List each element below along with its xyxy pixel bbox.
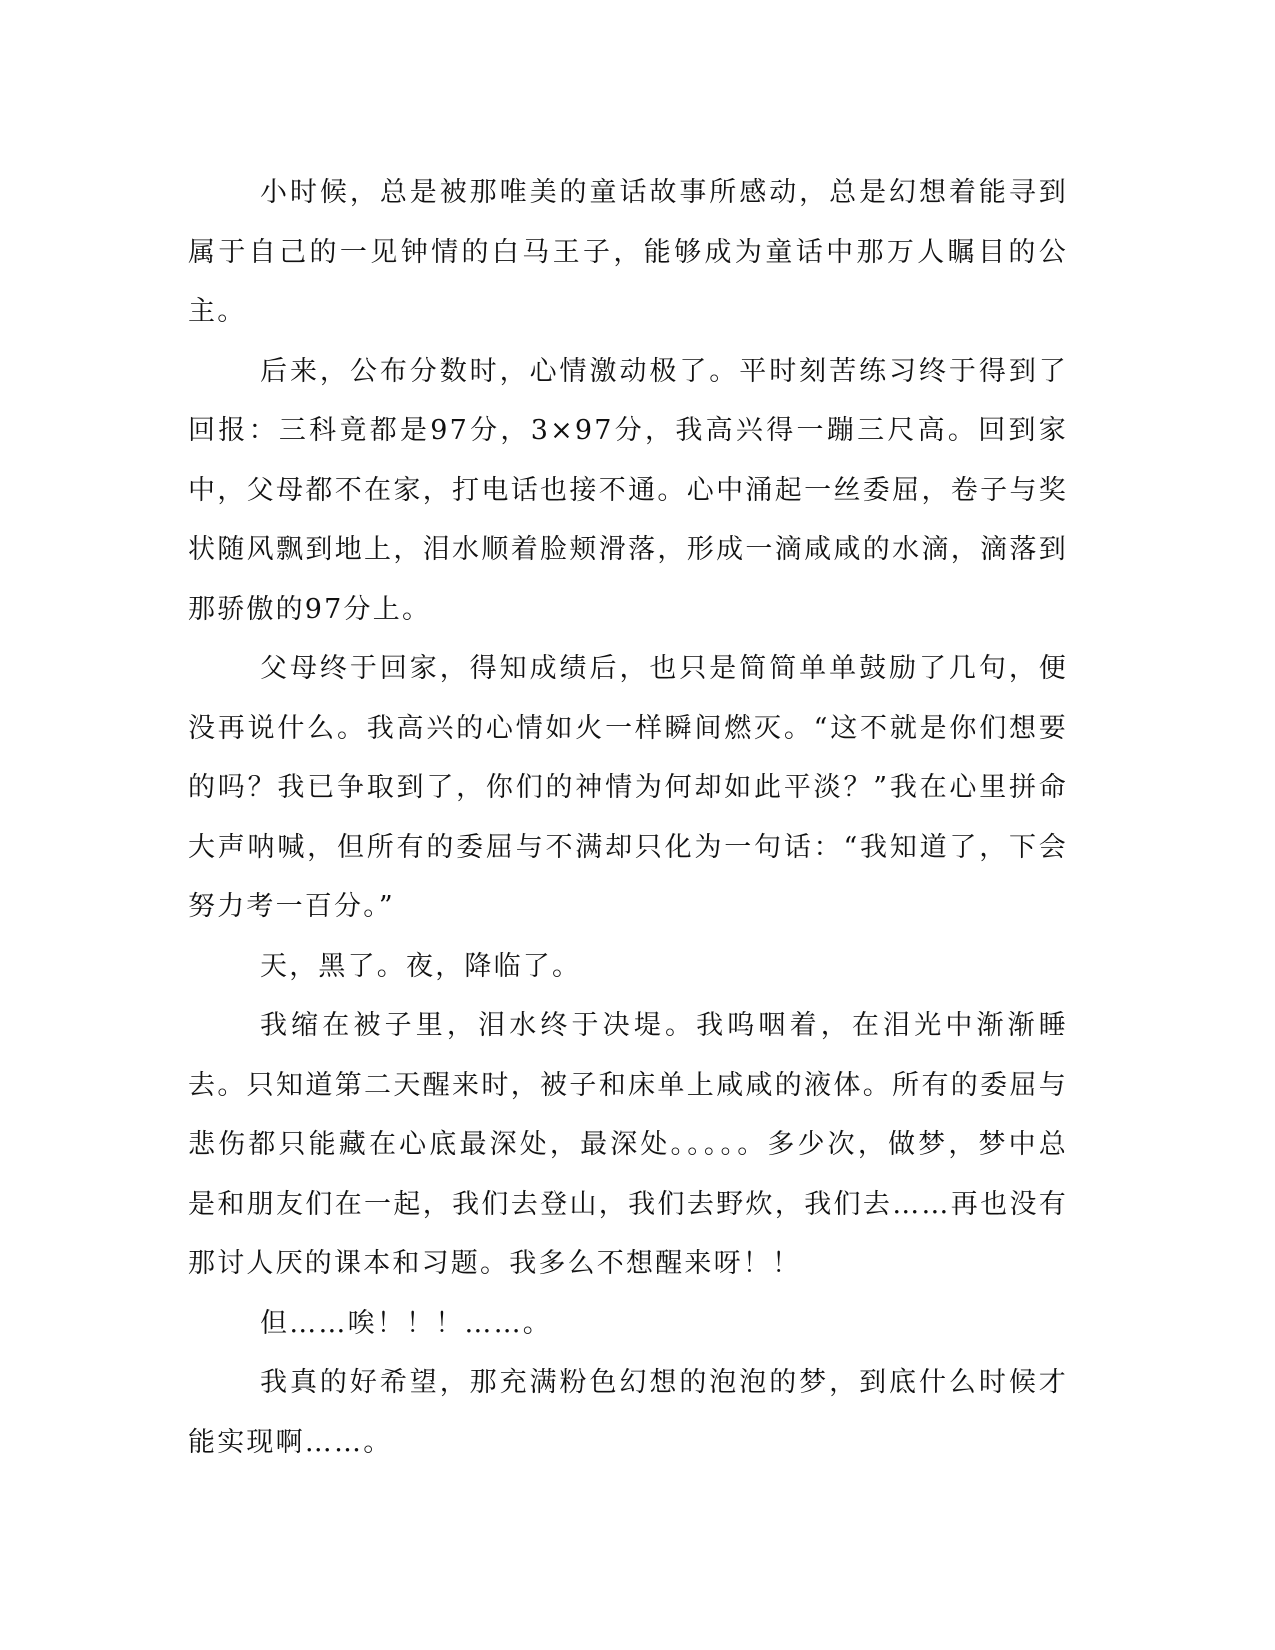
document-body — [188, 163, 1068, 1472]
paragraph-2: 后来，公布分数时，心情激动极了。平时刻苦练习终于得到了回报：三科竟都是97分，3×97分，我高兴得一蹦三尺高。回到家中，父母都不在家，打电话也接不通。心中涌起一丝委屈，卷子与奖状随风飘到地上，泪水顺着脸颊滑落，形成一滴咸咸的水滴，滴落到那骄傲的97分上。 — [188, 355, 1068, 625]
paragraph-7: 我真的好希望，那充满粉色幻想的泡泡的梦，到底什么时候才能实现啊……。 — [188, 1367, 1068, 1458]
paragraph-3: 父母终于回家，得知成绩后，也只是简简单单鼓励了几句，便没再说什么。我高兴的心情如火一样瞬间燃灭。“这不就是你们想要的吗？我已争取到了，你们的神情为何却如此平淡？”我在心里拼命大声呐喊，但所有的委屈与不满却只化为一句话：“我知道了，下会努力考一百分。” — [188, 653, 1068, 922]
paragraph-5: 我缩在被子里，泪水终于决堤。我呜咽着，在泪光中渐渐睡去。只知道第二天醒来时，被子和床单上咸咸的液体。所有的委屈与悲伤都只能藏在心底最深处，最深处。。。。。多少次，做梦，梦中总是和朋友们在一起，我们去登山，我们去野炊，我们去……再也没有那讨人厌的课本和习题。我多么不想醒来呀！！ — [188, 1010, 1068, 1279]
paragraph-1: 小时候，总是被那唯美的童话故事所感动，总是幻想着能寻到属于自己的一见钟情的白马王子，能够成为童话中那万人瞩目的公主。 — [188, 177, 1068, 327]
paragraph-4: 天，黑了。夜，降临了。 — [260, 950, 582, 982]
paragraph-6: 但……唉！！！……。 — [260, 1307, 552, 1339]
